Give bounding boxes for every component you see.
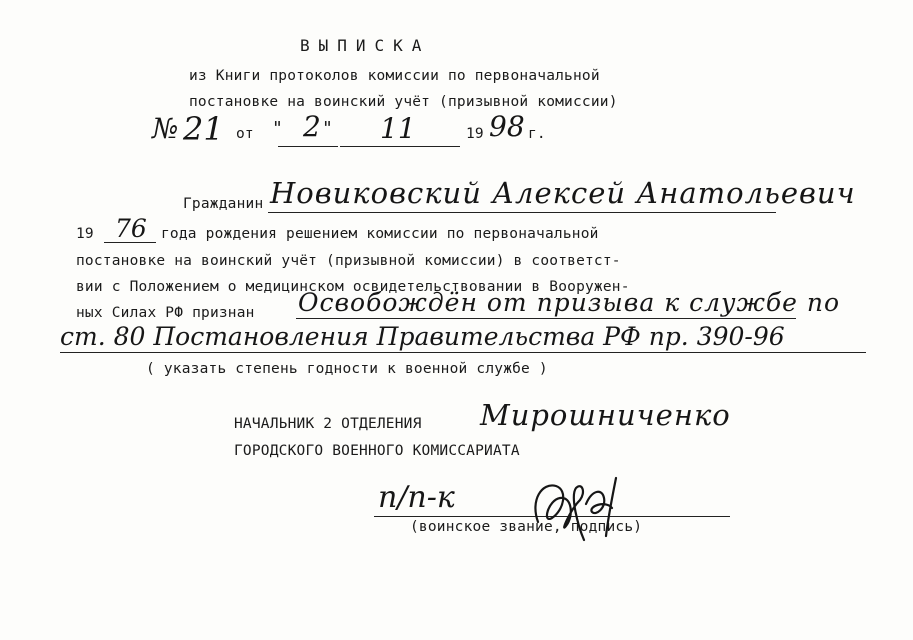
chief-title-line-2: ГОРОДСКОГО ВОЕННОГО КОМИССАРИАТА [234,443,520,459]
month-underline [340,146,460,147]
body-line-4: ных Силах РФ признан [76,305,255,321]
birth-year-underline [104,242,156,243]
rank-handwritten: п/п-к [378,480,455,515]
citizen-label: Гражданин [183,196,264,212]
protocol-month: 11 [380,112,416,145]
document-title: ВЫПИСКА [300,36,431,55]
date-quote-open: " [272,118,284,139]
birth-year-printed: 19 [76,226,94,242]
signature-mark [520,470,640,550]
day-underline [278,146,338,147]
verdict-line-1: Освобождён от призыва к службе по [298,288,841,317]
header-line-1: из Книги протоколов комиссии по первоначальной [189,68,600,84]
header-line-2: постановке на воинский учёт (призывной комиссии) [189,94,618,110]
protocol-day: 2 [303,110,321,143]
citizen-name-underline [268,212,776,213]
citizen-name: Новиковский Алексей Анатольевич [270,176,856,210]
date-quote-close: " [322,118,334,139]
protocol-number-prefix: № [152,112,179,145]
verdict-line-2: ст. 80 Постановления Правительства РФ пр. 390-96 [60,322,785,351]
protocol-year-printed: 19 [466,126,484,142]
protocol-year-suffix: г. [528,126,546,142]
verdict-underline-2 [60,352,866,353]
protocol-year-handwritten: 98 [489,110,525,143]
chief-surname: Мирошниченко [480,398,731,432]
birth-year-handwritten: 76 [115,214,147,243]
body-line-3: вии с Положением о медицинском освидетельствовании в Вооружен- [76,279,630,295]
protocol-from-label: от [236,126,254,142]
verdict-underline-1 [296,318,796,319]
sign-caption: (воинское звание, подпись) [410,519,643,535]
verdict-hint: ( указать степень годности к военной службе ) [146,361,548,377]
protocol-number: 21 [183,110,224,148]
body-line-2: постановке на воинский учёт (призывной комиссии) в соответст- [76,253,621,269]
body-line-1: года рождения решением комиссии по первоначальной [161,226,599,242]
chief-title-line-1: НАЧАЛЬНИК 2 ОТДЕЛЕНИЯ [234,416,422,432]
